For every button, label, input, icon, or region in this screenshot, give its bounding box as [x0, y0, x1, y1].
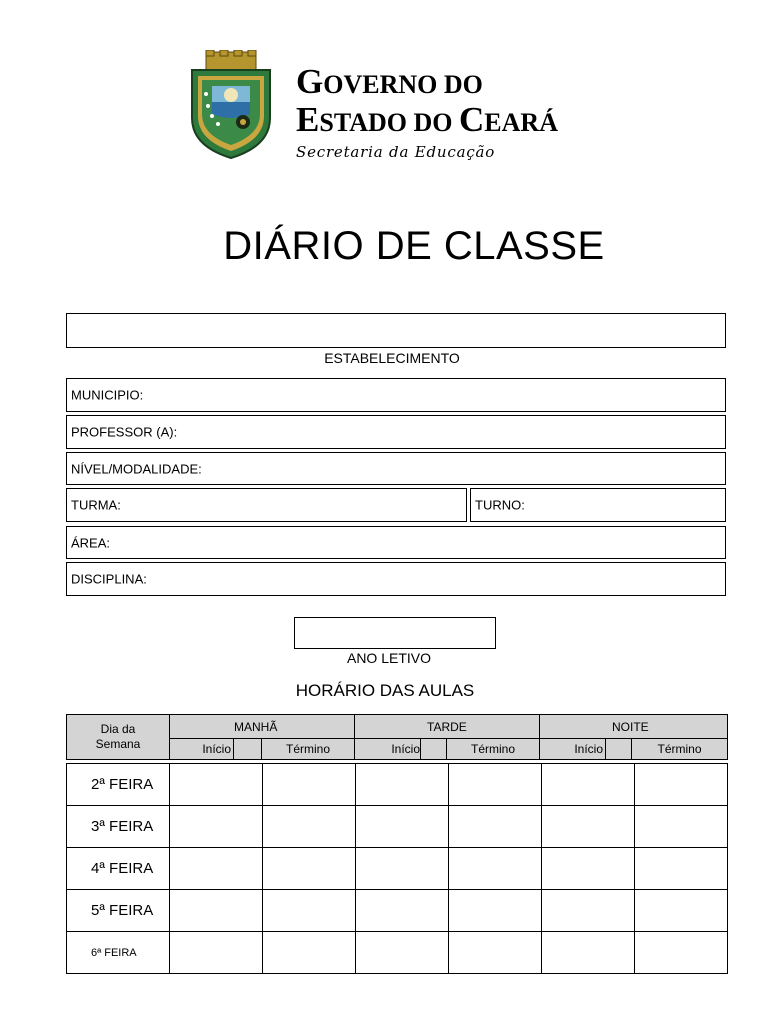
day-label: 6ª FEIRA: [67, 932, 170, 974]
period-header-manha: MANHÃ: [170, 715, 355, 739]
table-row: [67, 764, 728, 806]
cell-noite-inicio[interactable]: [542, 848, 635, 890]
cell-tarde-inicio[interactable]: [356, 890, 449, 932]
cell-manha-termino[interactable]: [263, 806, 356, 848]
professor-label: PROFESSOR (A):: [71, 424, 178, 440]
cell-noite-inicio[interactable]: [542, 890, 635, 932]
disciplina-label: DISCIPLINA:: [71, 571, 147, 587]
day-label: 3ª FEIRA: [67, 806, 170, 848]
period-header-tarde: TARDE: [355, 715, 540, 739]
cell-manha-inicio[interactable]: [170, 890, 263, 932]
cell-manha-termino[interactable]: [263, 848, 356, 890]
estabelecimento-field[interactable]: [66, 313, 726, 348]
cell-noite-inicio[interactable]: [542, 806, 635, 848]
noite-end-header: Término: [632, 739, 728, 760]
cell-noite-termino[interactable]: [635, 848, 728, 890]
schedule-title: HORÁRIO DAS AULAS: [295, 681, 475, 700]
day-header-line2: Semana: [95, 737, 141, 751]
turma-label: TURMA:: [71, 497, 121, 513]
area-label: ÁREA:: [71, 535, 111, 550]
cell-noite-termino[interactable]: [635, 764, 728, 806]
day-label: 5ª FEIRA: [67, 890, 170, 932]
table-row: [67, 932, 728, 974]
cell-tarde-inicio[interactable]: [356, 764, 449, 806]
tarde-end-header: Término: [447, 739, 540, 760]
turno-field[interactable]: [470, 488, 726, 522]
cell-manha-termino[interactable]: [263, 890, 356, 932]
cell-manha-inicio[interactable]: [170, 932, 263, 974]
cell-manha-inicio[interactable]: [170, 806, 263, 848]
manha-start-header: Início: [170, 739, 234, 760]
professor-field[interactable]: [66, 415, 726, 449]
cell-tarde-termino[interactable]: [449, 890, 542, 932]
government-wordmark-line2: ESTADO DO CEARÁ: [296, 100, 558, 139]
turno-label: TURNO:: [475, 497, 525, 513]
cell-manha-termino[interactable]: [263, 932, 356, 974]
cell-tarde-termino[interactable]: [449, 764, 542, 806]
cell-manha-termino[interactable]: [263, 764, 356, 806]
state-coat-of-arms-icon: [188, 50, 274, 160]
page-title: DIÁRIO DE CLASSE: [223, 224, 605, 268]
cell-noite-termino[interactable]: [635, 932, 728, 974]
tarde-spacer: [421, 739, 447, 760]
manha-end-header: Término: [262, 739, 355, 760]
day-header: [67, 715, 170, 760]
cell-noite-termino[interactable]: [635, 890, 728, 932]
ano-letivo-label: ANO LETIVO: [346, 650, 432, 666]
secretaria-subtitle: Secretaria da Educação: [296, 143, 496, 161]
cell-manha-inicio[interactable]: [170, 848, 263, 890]
day-label: 4ª FEIRA: [67, 848, 170, 890]
cell-tarde-termino[interactable]: [449, 806, 542, 848]
disciplina-field[interactable]: [66, 562, 726, 596]
area-field[interactable]: [66, 526, 726, 559]
government-wordmark-line1: GOVERNO DO: [296, 62, 483, 101]
cell-tarde-termino[interactable]: [449, 848, 542, 890]
cell-tarde-inicio[interactable]: [356, 932, 449, 974]
table-row: [67, 806, 728, 848]
nivel-modalidade-field[interactable]: [66, 452, 726, 485]
noite-spacer: [606, 739, 632, 760]
cell-noite-inicio[interactable]: [542, 764, 635, 806]
ano-letivo-field[interactable]: [294, 617, 496, 649]
cell-tarde-inicio[interactable]: [356, 806, 449, 848]
tarde-start-header: Início: [355, 739, 421, 760]
estabelecimento-label: ESTABELECIMENTO: [324, 350, 460, 366]
cell-tarde-inicio[interactable]: [356, 848, 449, 890]
cell-noite-termino[interactable]: [635, 806, 728, 848]
turma-field[interactable]: [66, 488, 467, 522]
cell-tarde-termino[interactable]: [449, 932, 542, 974]
table-row: [67, 890, 728, 932]
noite-start-header: Início: [540, 739, 606, 760]
cell-noite-inicio[interactable]: [542, 932, 635, 974]
nivel-modalidade-label: NÍVEL/MODALIDADE:: [71, 461, 202, 476]
day-label: 2ª FEIRA: [67, 764, 170, 806]
day-header-line1: Dia da: [100, 722, 136, 736]
cell-manha-inicio[interactable]: [170, 764, 263, 806]
period-header-noite: NOITE: [540, 715, 728, 739]
municipio-field[interactable]: [66, 378, 726, 412]
table-row: [67, 848, 728, 890]
schedule-table: [66, 714, 727, 974]
manha-spacer: [234, 739, 262, 760]
municipio-label: MUNICIPIO:: [71, 387, 144, 403]
